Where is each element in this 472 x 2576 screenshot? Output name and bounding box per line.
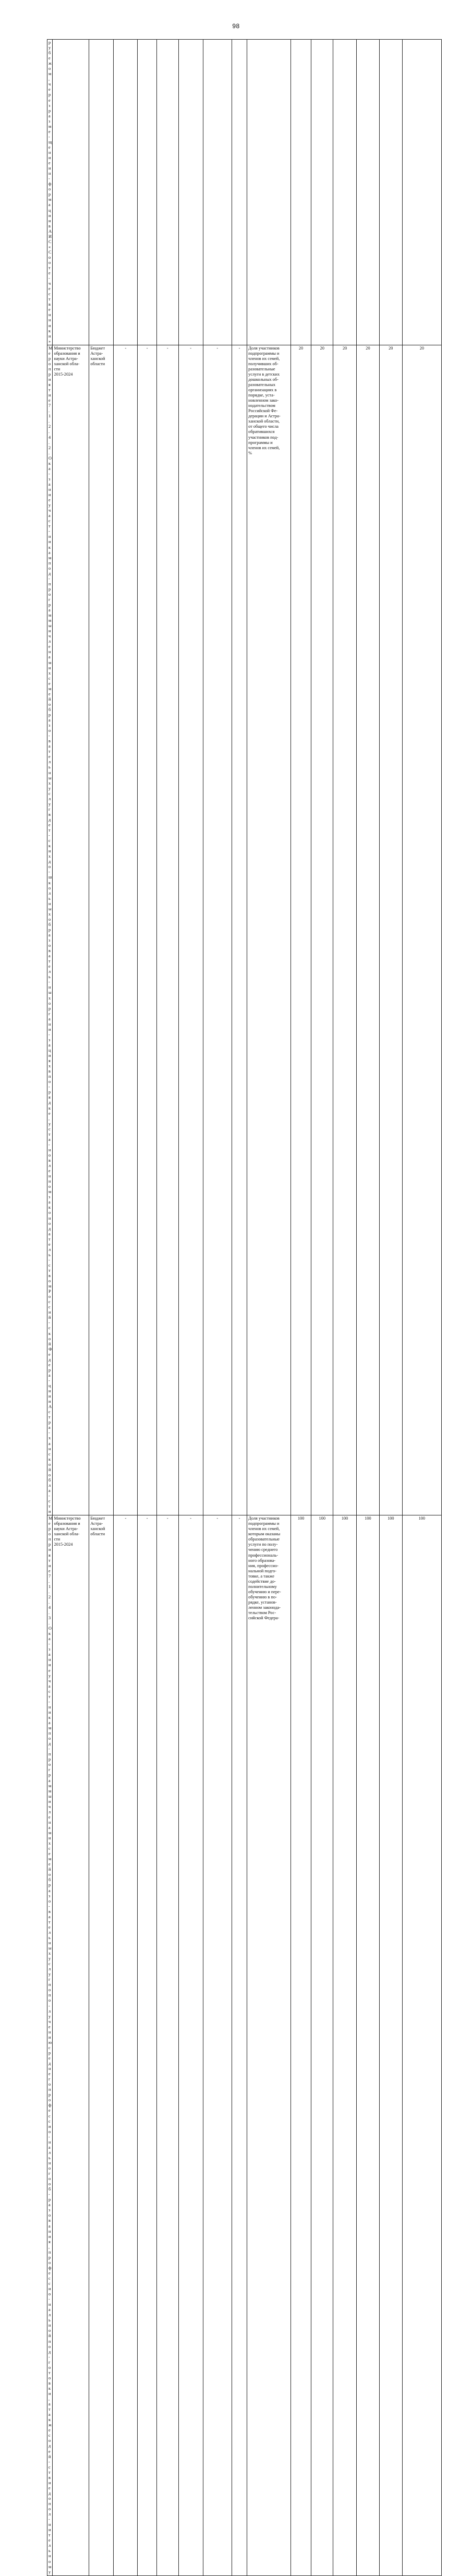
value-cell: - xyxy=(203,1515,232,2575)
activity-cell: Мероприятие 7.1.2.4.2. Ока- зание участ- никам под- программы и членам их семей образо- вательных услуг в дет- ских до- школьных образователь- ных органи- зациях в по- рядке, уста- новленном законодатель- ством Россий- ской Федера- ции и Астра- ханской обла- сти xyxy=(47,345,53,1515)
target-cell: 20 xyxy=(333,345,357,1515)
value-cell: - xyxy=(178,345,203,1515)
target-cell: 100 xyxy=(333,1515,357,2575)
value-cell: - xyxy=(138,1515,157,2575)
program-table xyxy=(47,39,442,2576)
value-cell: - xyxy=(114,345,138,1515)
target-cell: 100 xyxy=(357,1515,380,2575)
page-number: 98 xyxy=(232,22,240,30)
target-cell: 20 xyxy=(291,345,311,1515)
target-cell: 20 xyxy=(402,345,441,1515)
value-cell xyxy=(156,40,178,345)
target-cell: 100 xyxy=(379,1515,402,2575)
value-cell xyxy=(232,40,247,345)
value-cell xyxy=(114,40,138,345)
target-cell xyxy=(291,40,311,345)
target-cell: 20 xyxy=(379,345,402,1515)
target-cell: 100 xyxy=(311,1515,333,2575)
target-cell xyxy=(311,40,333,345)
target-cell: 20 xyxy=(357,345,380,1515)
executor-cell: Министерство образования и науки Астра- ханской обла- сти 2015-2024 xyxy=(53,345,89,1515)
value-cell xyxy=(203,40,232,345)
table-row xyxy=(47,40,442,345)
executor-cell: Министерство образования и науки Астра- ханской обла- сти 2015-2024 xyxy=(53,1515,89,2575)
table-row xyxy=(47,1515,442,2575)
activity-cell: Мероприятие 7.1.2.4.3. Ока- зание участ- никам под- программы и членам их семей образо- вательных услуг по по- лучению среднего профессио- нального об- разования, профессио- нальной под- готовки, а также содей- ствие допол- нительному xyxy=(47,1515,53,2575)
value-cell: - xyxy=(203,345,232,1515)
target-cell xyxy=(333,40,357,345)
source-cell xyxy=(89,40,114,345)
value-cell: - xyxy=(232,1515,247,2575)
value-cell xyxy=(138,40,157,345)
indicator-cell: Доля участников подпрограммы и членов их семей, получивших об- разовательные услуги в детских дошкольных об- разовательных организациях в порядке, уста- новленном зако- нодательством Российской Фе- дерации и Астра- ханской области, от общего числа обратившихся участников под- программы и членов их семей, % xyxy=(247,345,291,1515)
value-cell: - xyxy=(178,1515,203,2575)
indicator-cell xyxy=(247,40,291,345)
source-cell: Бюджет Астра- ханской области xyxy=(89,1515,114,2575)
table-row xyxy=(47,345,442,1515)
value-cell: - xyxy=(232,345,247,1515)
target-cell: 100 xyxy=(291,1515,311,2575)
target-cell: 20 xyxy=(311,345,333,1515)
target-cell xyxy=(402,40,441,345)
value-cell: - xyxy=(114,1515,138,2575)
value-cell: - xyxy=(156,1515,178,2575)
target-cell xyxy=(357,40,380,345)
indicator-cell: Доля участников подпрограммы и членов их семей, которым оказаны образовательные услуги по полу- чению среднего профессиональ- ного образова- ния, профессио- нальной подго- товке, а также содействие до- полнительному обучению и пере- обучению в по- рядке, установ- ленном законода- тельством Рос- сийской Федера- xyxy=(247,1515,291,2575)
source-cell: Бюджет Астра- ханской области xyxy=(89,345,114,1515)
target-cell: 100 xyxy=(402,1515,441,2575)
value-cell: - xyxy=(156,345,178,1515)
value-cell xyxy=(178,40,203,345)
executor-cell xyxy=(53,40,89,345)
activity-cell: рубежом, через разме- щение ин- формации в АИС «Соотe- чественники» xyxy=(47,40,53,345)
target-cell xyxy=(379,40,402,345)
value-cell: - xyxy=(138,345,157,1515)
